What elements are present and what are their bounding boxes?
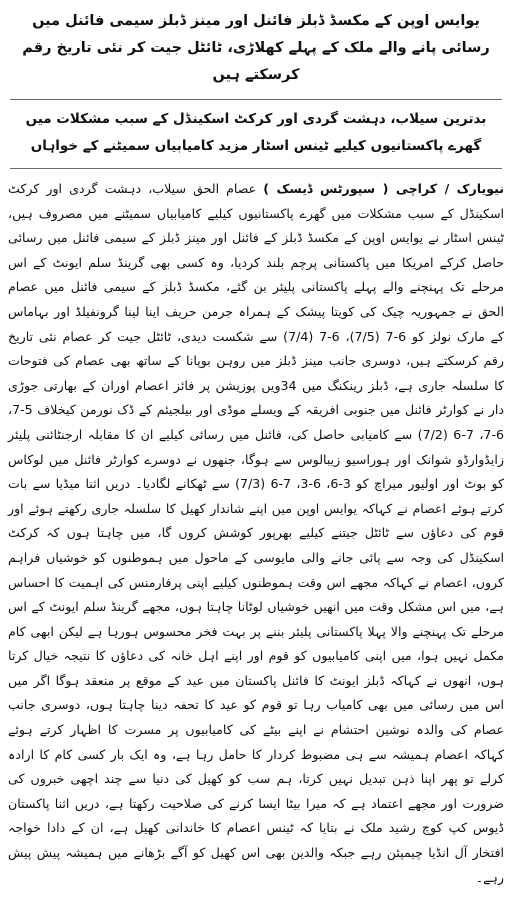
article-paragraph — [8, 177, 504, 890]
article-headline: یوایس اوپن کے مکسڈ ڈبلز فائنل اور مینز ڈبلز سیمی فائنل میں رسائی پانے والے ملک کے پہلے کھلاڑی، ٹائٹل جیت کر نئی تاریخ رقم کرسکتے ہیں — [22, 13, 490, 83]
article-dateline: نیویارک / کراچی ( سپورٹس ڈیسک ) — [263, 181, 504, 196]
article-text: عصام الحق سیلاب، دہشت گردی اور کرکٹ اسکینڈل کے سبب مشکلات میں گھرے پاکستانیوں کیلیے کامیابیاں سمیٹنے میں مصروف ہیں، ٹینس اسٹار نے یوایس اوپن کے مکسڈ ڈبلز کے فائنل اور مینز ڈبلز کے سیمی فائنل میں رسائی حاصل کرکے امریکا میں پاکستانی پرچم بلند کردیا، وہ کسی بھی گرینڈ سلم ایونٹ کے اس مرحلے تک پہنچنے والے پہلے پاکستانی پلیئر بن گئے، مکسڈ ڈبلز کے سیمی فائنل میں عصام الحق نے جمہوریہ چیک کی کویتا پیشک کے ہمراہ جرمن حریف اینا لینا گرونفیلڈ اور بہاماس کے مارک نولز کو 6-7 (7/5)، 6-7 (7/4) سے شکست دیدی، ٹائٹل جیت کر عصام نئی تاریخ رقم کرسکتے ہیں، دوسری جانب مینز ڈبلز میں روہن بوپانا کے ساتھ بھی عصام کی فتوحات کا سلسلہ جاری ہے، ڈبلز رینکنگ میں 34ویں پوزیشن پر فائز اعصام اوران کے بھارتی جوڑی دار نے کوارٹر فائنل میں جنوبی افریقہ کے ویسلے موڈی اور بیلجیئم کے ڈک نورمن کیخلاف 5-7، 6-7، 7-6 (7/2) سے کامیابی حاصل کی، فائنل میں رسائی کیلیے ان کا مقابلہ ارجنٹائنی پلیئر زایڈوارڈو شوانک اور ہوراسیو زیبالوس سے ہوگا، جنھوں نے دوسرے کوارٹر فائنل میں لوکاس کو بوٹ اور اولیور میراچ کو 3-6، 6-3، 7-6 (7/3) سے ٹھکانے لگادیا۔ دریں اثنا میڈیا سے بات کرتے ہوئے اعصام نے کہاکہ یوایس اوپن میں اپنے شاندار کھیل کا سلسلہ جاری رکھتے ہوئے اور قوم کی دعاؤں سے ٹائٹل جیتنے کیلیے بھرپور کوشش کروں گا، میں چاہتا ہوں کہ کرکٹ اسکینڈل کی وجہ سے پائی جانے والی مایوسی کے ماحول میں ہموطنوں کو خوشیاں فراہم کروں، اعصام نے کہاکہ مجھے اس وقت ہموطنوں کیلیے اپنی پرفارمنس کی اہمیت کا احساس ہے، میں اس مشکل وقت میں انھیں خوشیاں لوٹانا چاہتا ہوں، مجھے گرینڈ سلم ایونٹ کے اس مرحلے تک پہنچنے والا پہلا پاکستانی پلیئر بننے پر بہت فخر محسوس ہورہا ہے لیکن ابھی کام مکمل نہیں ہوا، میں اپنی کامیابیوں کو قوم اور اپنے اہل خانہ کی دعاؤں کا نتیجہ خیال کرتا ہوں، انھوں نے کہاکہ ڈبلز ایونٹ کا فائنل پاکستان میں عید کے موقع پر منعقد ہوگا اگر میں اس میں رسائی میں بھی کامیاب رہا تو قوم کو عید کا تحفہ دینا چاہتا ہوں، دوسری جانب عصام کی والدہ نوشین احتشام نے اپنے بیٹے کی کامیابیوں پر مسرت کا اظہار کرتے ہوئے کہاکہ اعصام ہمیشہ سے ہی مضبوط کردار کا حامل رہا ہے، وہ ایک بار کسی کام کا ارادہ کرلے تو پھر اپنا ذہن تبدیل نہیں کرتا، ہم سب کو کھیل کی دنیا سے چند اچھی خبروں کی ضرورت اور مجھے اعتماد ہے کہ میرا بیٹا ایسا کرنے کی صلاحیت رکھتا ہے، دریں اثنا پاکستان ڈیوس کپ کوچ رشید ملک نے بتایا کہ ٹینس اعصام کا خاندانی کھیل ہے، ان کے دادا خواجہ افتخار آل انڈیا چیمپئن رہے جبکہ والدین بھی اس کھیل کو آگے بڑھانے میں ہمیشہ پیش پیش رہے۔ — [8, 181, 505, 885]
article-body — [8, 177, 504, 890]
news-article — [4, 6, 508, 916]
article-deck: بدترین سیلاب، دہشت گردی اور کرکٹ اسکینڈل کے سبب مشکلات میں گھرے پاکستانیوں کیلیے ٹینس اسٹار مزید کامیابیاں سمیٹنے کے خواہاں — [10, 99, 502, 169]
